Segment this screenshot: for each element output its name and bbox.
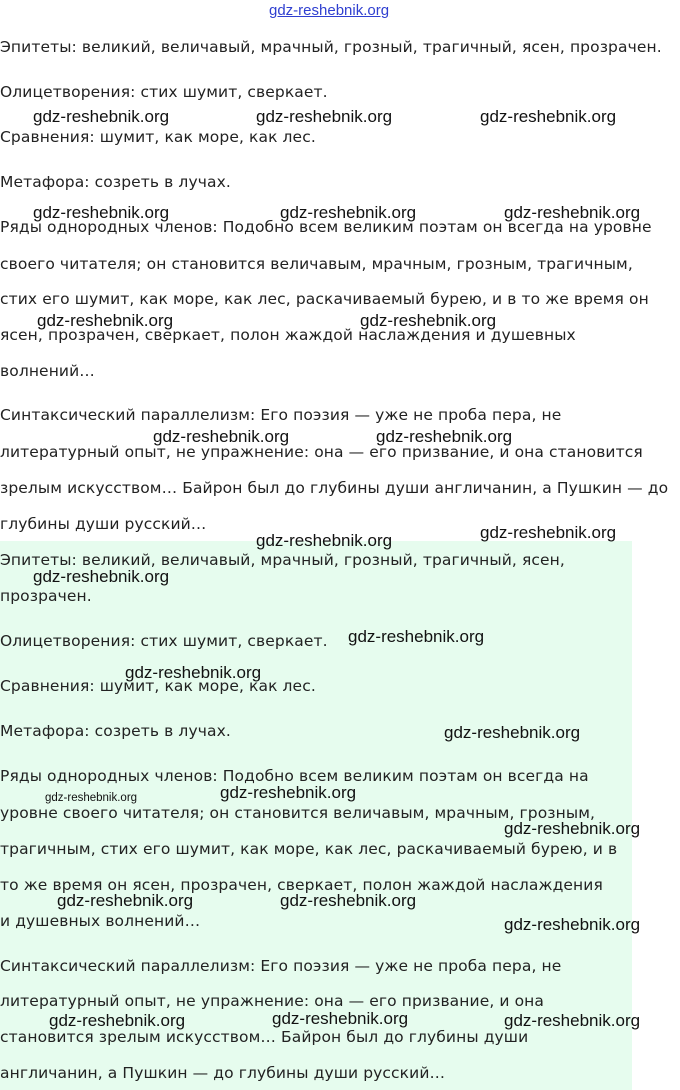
homogeneous-line-1: Ряды однородных членов: Подобно всем великим поэтам он всегда на уровне <box>0 218 652 236</box>
watermark: gdz-reshebnik.org <box>256 107 393 126</box>
answer-personification-line: Олицетворения: стих шумит, сверкает. <box>0 632 328 650</box>
comparison-line: Сравнения: шумит, как море, как лес. <box>0 128 316 146</box>
watermark: gdz-reshebnik.org <box>33 107 170 126</box>
watermark: gdz-reshebnik.org <box>256 531 393 550</box>
homogeneous-line-2: своего читателя; он становится величавым, мрачным, грозным, трагичным, <box>0 255 633 273</box>
watermark: gdz-reshebnik.org <box>504 1011 641 1030</box>
site-header-link[interactable]: gdz-reshebnik.org <box>269 2 390 19</box>
watermark: gdz-reshebnik.org <box>480 107 617 126</box>
answer-parallelism-line-3: становится зрелым искусством… Байрон был до глубины души <box>0 1028 529 1046</box>
watermark: gdz-reshebnik.org <box>37 311 174 330</box>
answer-homogeneous-line-1: Ряды однородных членов: Подобно всем великим поэтам он всегда на <box>0 767 589 785</box>
watermark: gdz-reshebnik.org <box>45 792 138 804</box>
answer-epithets-line-1: Эпитеты: великий, величавый, мрачный, грозный, трагичный, ясен, <box>0 551 565 569</box>
watermark: gdz-reshebnik.org <box>49 1011 186 1030</box>
homogeneous-line-3: стих его шумит, как море, как лес, раскачиваемый бурею, и в то же время он <box>0 290 649 308</box>
answer-epithets-line-2: прозрачен. <box>0 587 92 605</box>
watermark: gdz-reshebnik.org <box>280 203 417 222</box>
answer-homogeneous-line-2: уровне своего читателя; он становится величавым, мрачным, грозным, <box>0 804 596 822</box>
watermark: gdz-reshebnik.org <box>125 663 262 682</box>
answer-homogeneous-line-3: трагичным, стих его шумит, как море, как лес, раскачиваемый бурею, и в <box>0 840 618 858</box>
parallelism-line-4: глубины души русский… <box>0 515 207 533</box>
watermark: gdz-reshebnik.org <box>280 891 417 910</box>
watermark: gdz-reshebnik.org <box>220 783 357 802</box>
parallelism-line-3: зрелым искусством… Байрон был до глубины души англичанин, а Пушкин — до <box>0 479 669 497</box>
watermark: gdz-reshebnik.org <box>57 891 194 910</box>
watermark: gdz-reshebnik.org <box>272 1009 409 1028</box>
watermark: gdz-reshebnik.org <box>504 819 641 838</box>
epithets-line: Эпитеты: великий, величавый, мрачный, грозный, трагичный, ясен, прозрачен. <box>0 38 662 56</box>
answer-parallelism-line-1: Синтаксический параллелизм: Его поэзия — уже не проба пера, не <box>0 957 562 975</box>
watermark: gdz-reshebnik.org <box>153 427 290 446</box>
watermark: gdz-reshebnik.org <box>33 567 170 586</box>
watermark: gdz-reshebnik.org <box>504 203 641 222</box>
watermark: gdz-reshebnik.org <box>33 203 170 222</box>
watermark: gdz-reshebnik.org <box>360 311 497 330</box>
metaphor-line: Метафора: созреть в лучах. <box>0 173 231 191</box>
answer-metaphor-line: Метафора: созреть в лучах. <box>0 722 231 740</box>
watermark: gdz-reshebnik.org <box>376 427 513 446</box>
personification-line: Олицетворения: стих шумит, сверкает. <box>0 83 328 101</box>
answer-homogeneous-line-5: и душевных волнений… <box>0 912 201 930</box>
watermark: gdz-reshebnik.org <box>480 523 617 542</box>
answer-parallelism-line-4: англичанин, а Пушкин — до глубины души русский… <box>0 1064 446 1082</box>
answer-homogeneous-line-4: то же время он ясен, прозрачен, сверкает, полон жаждой наслаждения <box>0 876 603 894</box>
watermark: gdz-reshebnik.org <box>348 627 485 646</box>
watermark: gdz-reshebnik.org <box>444 723 581 742</box>
homogeneous-line-4: ясен, прозрачен, сверкает, полон жаждой наслаждения и душевных <box>0 326 576 344</box>
watermark: gdz-reshebnik.org <box>504 915 641 934</box>
parallelism-line-2: литературный опыт, не упражнение: она — его призвание, и она становится <box>0 443 643 461</box>
homogeneous-line-5: волнений… <box>0 362 95 380</box>
parallelism-line-1: Синтаксический параллелизм: Его поэзия — уже не проба пера, не <box>0 406 562 424</box>
answer-parallelism-line-2: литературный опыт, не упражнение: она — его призвание, и она <box>0 992 544 1010</box>
answer-comparison-line: Сравнения: шумит, как море, как лес. <box>0 677 316 695</box>
